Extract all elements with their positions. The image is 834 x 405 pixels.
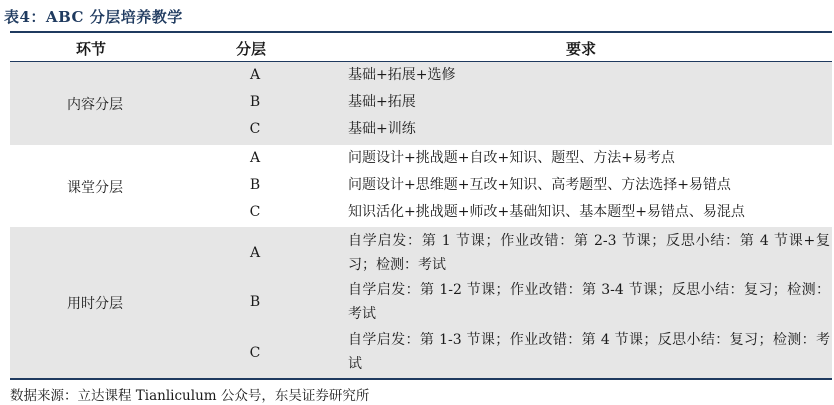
group-content xyxy=(10,62,832,145)
header-requirement: 要求 xyxy=(566,40,597,58)
requirement-text: 知识活化+挑战题+师改+基础知识、基本题型+易错点、易混点 xyxy=(348,204,745,220)
table-header xyxy=(10,33,832,61)
requirement-text: 自学启发：第 1-3 节课；作业改错：第 4 节课；反思小结：复习；检测：考试 xyxy=(348,332,830,372)
level-label: B xyxy=(249,94,261,110)
bottom-rule xyxy=(10,378,832,380)
level-label: C xyxy=(249,121,261,137)
level-label: C xyxy=(249,345,261,361)
level-label: B xyxy=(249,177,261,193)
header-level: 分层 xyxy=(236,40,267,58)
requirement-text: 基础+训练 xyxy=(348,121,416,137)
level-label: A xyxy=(249,67,261,83)
requirement-text: 问题设计+思维题+互改+知识、高考题型、方法选择+易错点 xyxy=(348,177,731,193)
source-note: 数据来源：立达课程 Tianliculum 公众号，东吴证券研究所 xyxy=(10,388,370,404)
group-classroom xyxy=(10,145,832,227)
requirement-text: 问题设计+挑战题+自改+知识、题型、方法+易考点 xyxy=(348,150,675,166)
requirement-text: 自学启发：第 1 节课；作业改错：第 2-3 节课；反思小结：第 4 节课+复习；检测：考试 xyxy=(348,233,830,273)
level-label: A xyxy=(249,150,261,166)
group-name: 课堂分层 xyxy=(67,180,123,196)
group-time xyxy=(10,227,832,378)
level-label: C xyxy=(249,204,261,220)
requirement-text: 基础+拓展+选修 xyxy=(348,67,456,83)
table-title: 表4：ABC 分层培养教学 xyxy=(4,8,183,26)
level-label: A xyxy=(249,245,261,261)
requirement-text: 自学启发：第 1-2 节课；作业改错：第 3-4 节课；反思小结：复习；检测：考试 xyxy=(348,282,830,322)
requirement-text: 基础+拓展 xyxy=(348,94,416,110)
level-label: B xyxy=(249,294,261,310)
group-name: 内容分层 xyxy=(67,97,123,113)
header-stage: 环节 xyxy=(76,40,107,58)
group-name: 用时分层 xyxy=(67,296,123,312)
